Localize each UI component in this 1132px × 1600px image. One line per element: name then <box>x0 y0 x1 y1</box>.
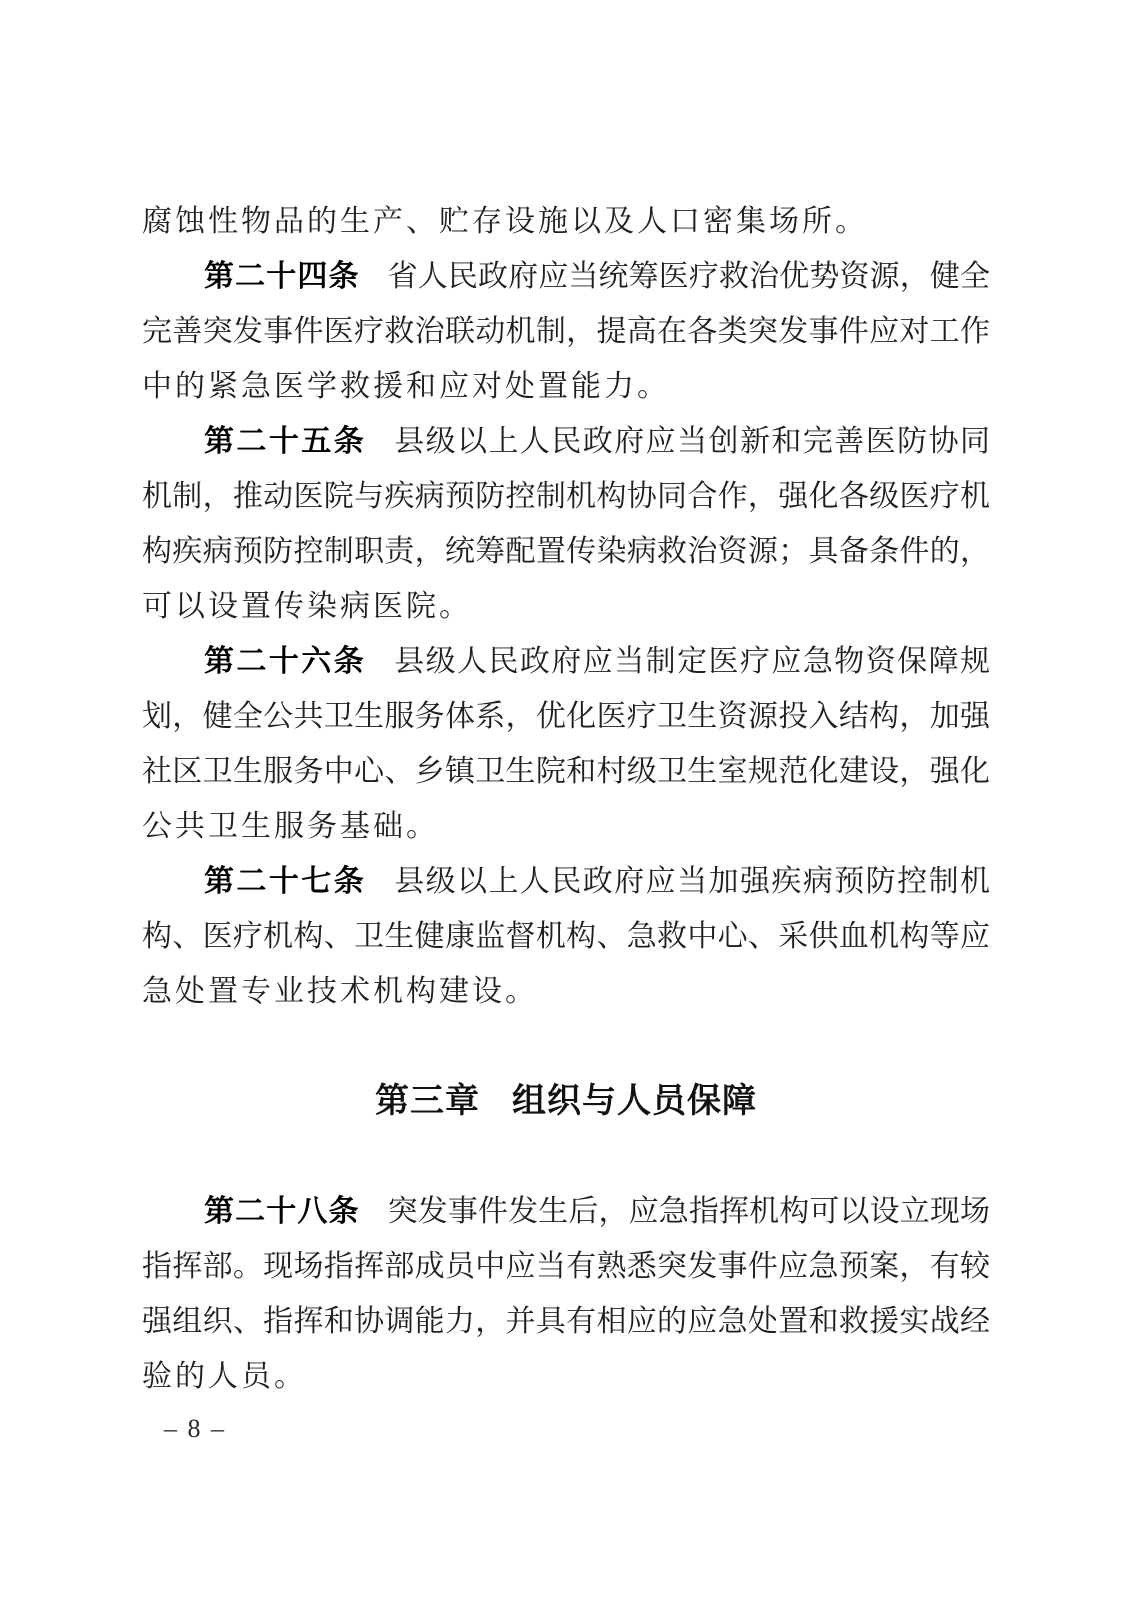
body-text: 突发事件发生后，应急指挥机构可以设立现场 <box>387 1195 990 1228</box>
chapter-heading <box>142 1074 990 1129</box>
article-28-number: 第二十八条 <box>204 1195 360 1228</box>
body-line: 强组织、指挥和协调能力，并具有相应的应急处置和救援实战经 <box>142 1305 990 1338</box>
body-line: 完善突发事件医疗救治联动机制，提高在各类突发事件应对工作 <box>142 315 990 348</box>
body-line: 可以设置传染病医院。 <box>142 590 472 623</box>
article-25-number: 第二十五条 <box>204 425 367 458</box>
body-line: 腐蚀性物品的生产、贮存设施以及人口密集场所。 <box>142 205 868 238</box>
body-line: 验的人员。 <box>142 1360 307 1393</box>
chapter-title: 组织与人员保障 <box>512 1082 757 1120</box>
body-line: 急处置专业技术机构建设。 <box>142 975 538 1008</box>
document-body <box>142 194 990 1404</box>
page-number: – 8 – <box>164 1414 226 1443</box>
body-text: 县级以上人民政府应当创新和完善医防协同 <box>394 425 991 458</box>
body-line: 公共卫生服务基础。 <box>142 810 439 843</box>
article-25-first-line <box>142 414 990 469</box>
article-26-number: 第二十六条 <box>204 645 367 678</box>
body-line: 中的紧急医学救援和应对处置能力。 <box>142 370 670 403</box>
article-24-first-line <box>142 249 990 304</box>
article-26-first-line <box>142 634 990 689</box>
blank-line <box>142 1129 990 1184</box>
body-line: 构疾病预防控制职责，统筹配置传染病救治资源；具备条件的， <box>142 535 990 568</box>
body-line: 指挥部。现场指挥部成员中应当有熟悉突发事件应急预案，有较 <box>142 1250 990 1283</box>
article-28-first-line <box>142 1184 990 1239</box>
article-27-first-line <box>142 854 990 909</box>
body-line: 机制，推动医院与疾病预防控制机构协同合作，强化各级医疗机 <box>142 480 990 513</box>
article-27-number: 第二十七条 <box>204 865 367 898</box>
body-text: 省人民政府应当统筹医疗救治优势资源，健全 <box>387 260 990 293</box>
body-line: 划，健全公共卫生服务体系，优化医疗卫生资源投入结构，加强 <box>142 700 990 733</box>
body-line: 构、医疗机构、卫生健康监督机构、急救中心、采供血机构等应 <box>142 920 990 953</box>
body-line: 社区卫生服务中心、乡镇卫生院和村级卫生室规范化建设，强化 <box>142 755 990 788</box>
blank-line <box>142 1019 990 1074</box>
article-24-number: 第二十四条 <box>204 260 360 293</box>
body-text: 县级以上人民政府应当加强疾病预防控制机 <box>394 865 991 898</box>
chapter-number: 第三章 <box>375 1082 480 1120</box>
body-text: 县级人民政府应当制定医疗应急物资保障规 <box>394 645 991 678</box>
